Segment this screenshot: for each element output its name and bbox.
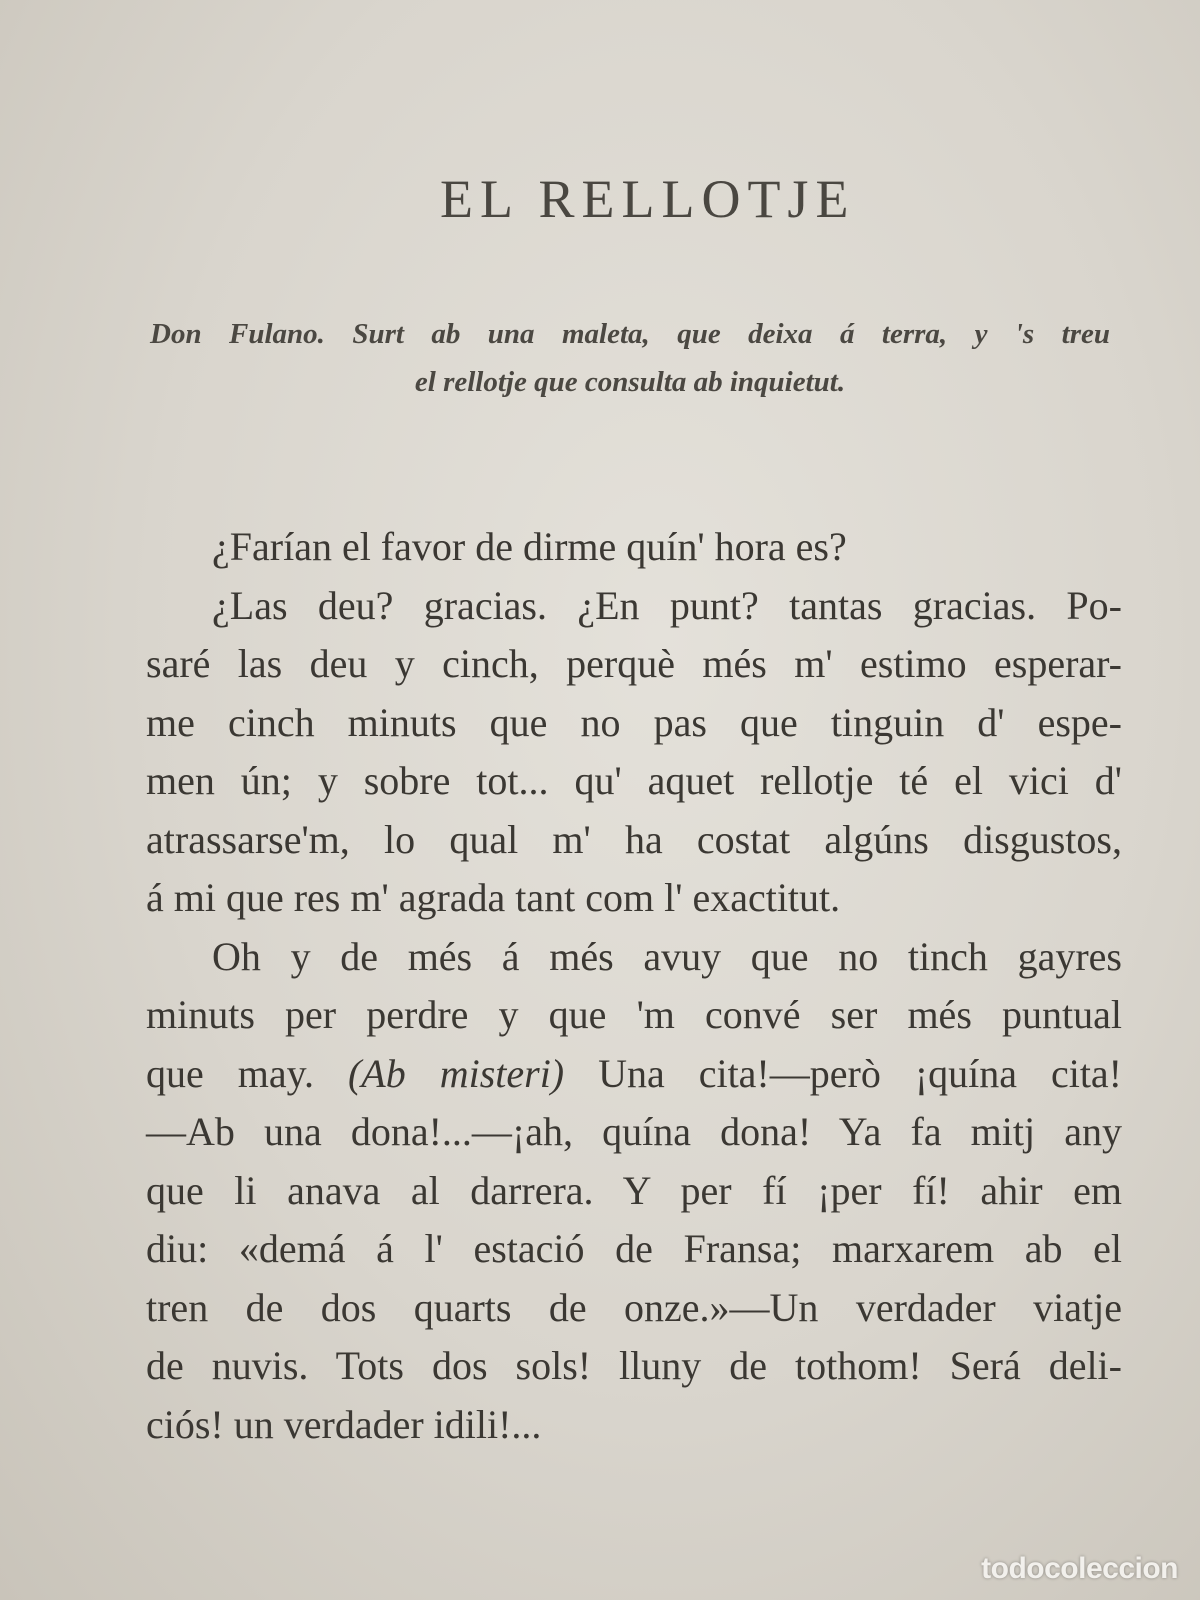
page-title: EL RELLOTJE bbox=[440, 169, 856, 229]
stage-direction-line: Don Fulano. Surt ab una maleta, que deixa á terra, y 's treu bbox=[150, 318, 1110, 350]
text-segment: Una cita!—però ¡quína cita! bbox=[598, 1050, 1123, 1096]
stage-direction-line: el rellotje que consulta ab inquietut. bbox=[414, 366, 846, 398]
text-line: diu: «demá á l' estació de Fransa; marxarem ab el bbox=[146, 1226, 1122, 1271]
text-line: á mi que res m' agrada tant com l' exactitut. bbox=[146, 875, 841, 920]
text-line: —Ab una dona!...—¡ah, quína dona! Ya fa mitj any bbox=[146, 1109, 1122, 1154]
text-line: minuts per perdre y que 'm convé ser més puntual bbox=[146, 992, 1122, 1037]
text-line: ¿Farían el favor de dirme quín' hora es? bbox=[212, 524, 847, 569]
body-text bbox=[146, 518, 1122, 1454]
text-line: men ún; y sobre tot... qu' aquet rellotje té el vici d' bbox=[146, 758, 1122, 803]
watermark-logo: todocoleccion bbox=[981, 1552, 1178, 1585]
text-line: de nuvis. Tots dos sols! lluny de tothom! Será deli- bbox=[146, 1343, 1122, 1388]
stage-aside: (Ab misteri) bbox=[347, 1050, 565, 1096]
text-line: Oh y de més á més avuy que no tinch gayres bbox=[212, 933, 1122, 979]
text-line: saré las deu y cinch, perquè més m' estimo esperar- bbox=[146, 641, 1122, 686]
text-line: que li anava al darrera. Y per fí ¡per fí! ahir em bbox=[146, 1167, 1122, 1213]
text-line: ¿Las deu? gracias. ¿En punt? tantas gracias. Po- bbox=[212, 582, 1122, 628]
text-line: ciós! un verdader idili!... bbox=[146, 1401, 542, 1447]
text-line: atrassarse'm, lo qual m' ha costat algúns disgustos, bbox=[146, 816, 1122, 862]
text-line bbox=[146, 1045, 1122, 1104]
stage-direction bbox=[150, 310, 1110, 406]
text-segment: que may. bbox=[146, 1050, 314, 1096]
text-line: me cinch minuts que no pas que tinguin d' espe- bbox=[146, 699, 1122, 745]
text-line: tren de dos quarts de onze.»—Un verdader viatje bbox=[146, 1284, 1122, 1330]
